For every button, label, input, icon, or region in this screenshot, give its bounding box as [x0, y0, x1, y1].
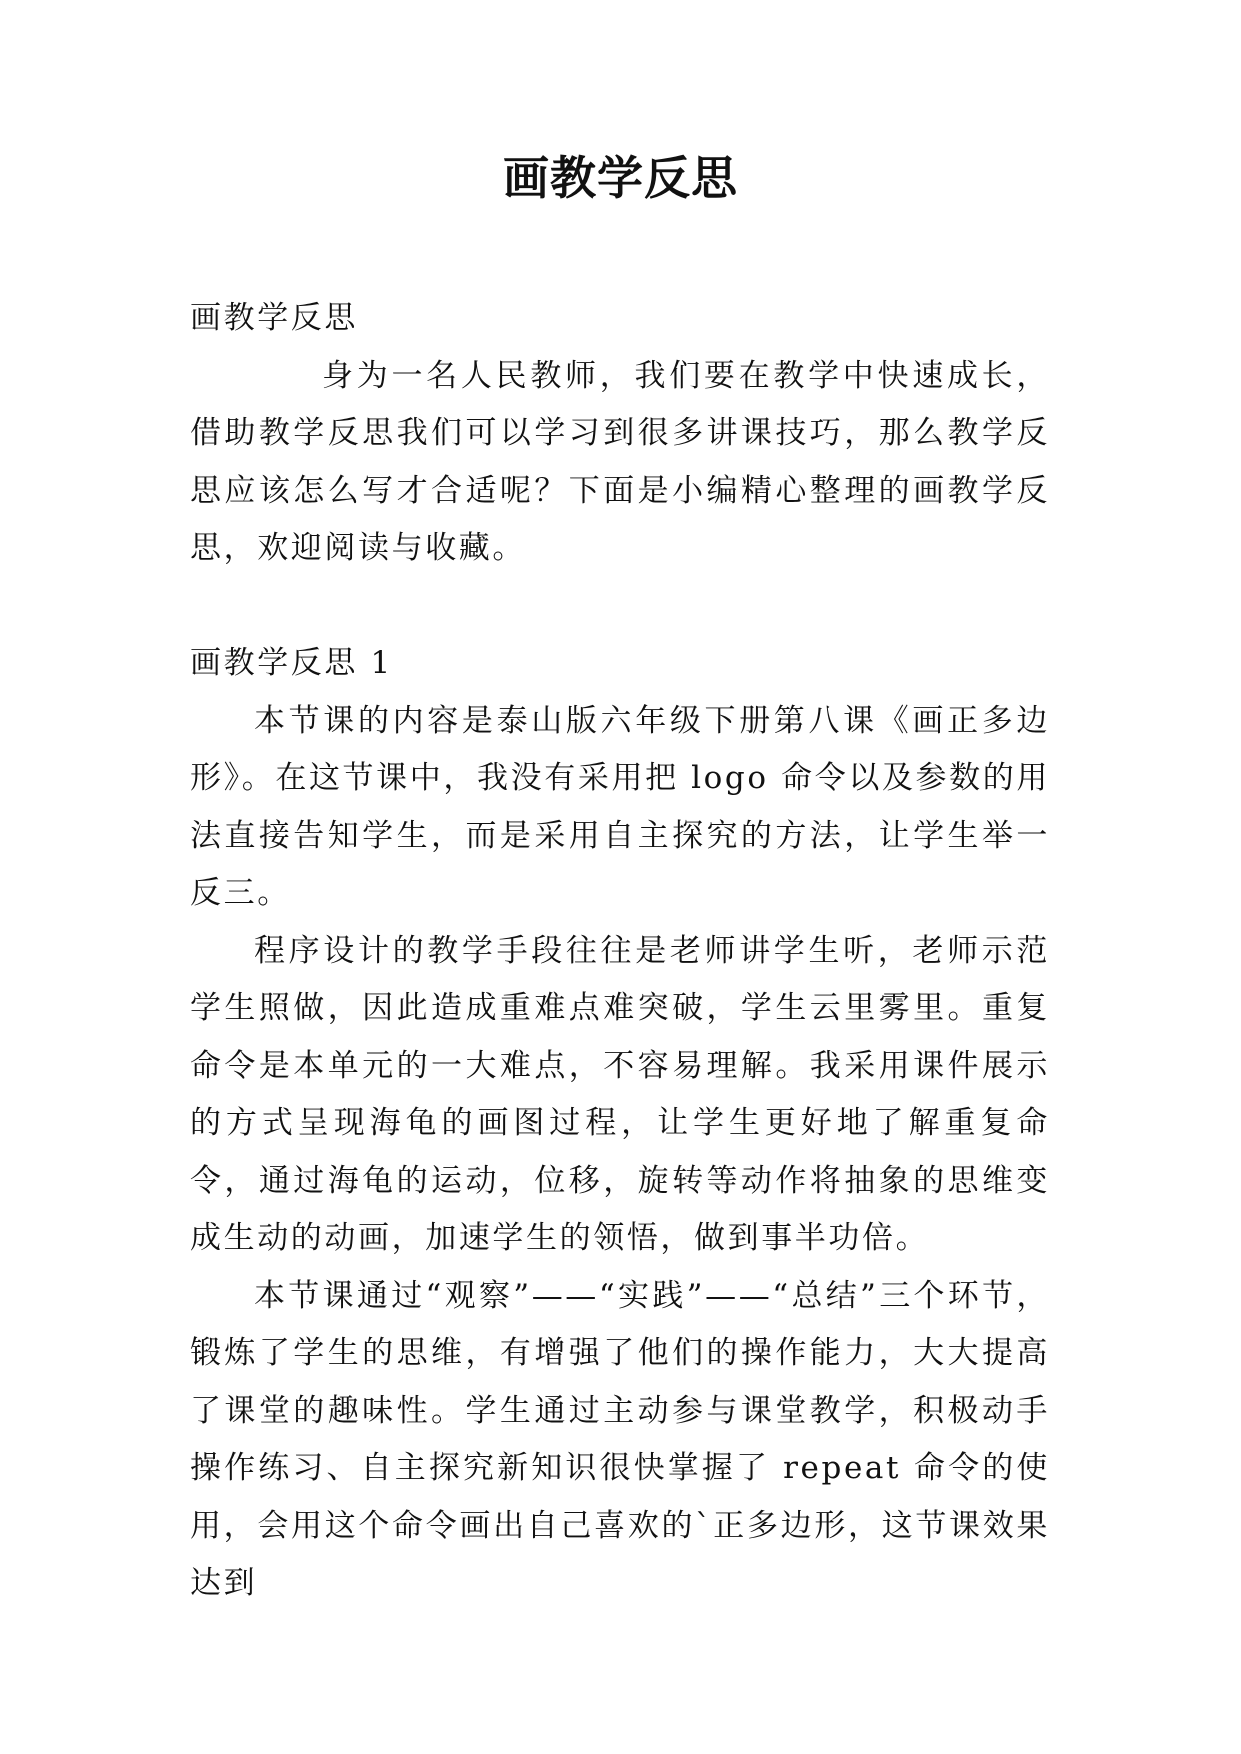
document-title: 画教学反思 [503, 151, 738, 205]
body-paragraph: 程序设计的教学手段往往是老师讲学生听，老师示范学生照做，因此造成重难点难突破，学生云里雾里。重复命令是本单元的一大难点，不容易理解。我采用课件展示的方式呈现海龟的画图过程，让学生更好地了解重复命令，通过海龟的运动，位移，旋转等动作将抽象的思维变成生动的动画，加速学生的领悟，做到事半功倍。 [190, 932, 1050, 1256]
body-paragraph: 本节课通过“观察”——“实践”——“总结”三个环节，锻炼了学生的思维，有增强了他们的操作能力，大大提高了课堂的趣味性。学生通过主动参与课堂教学，积极动手操作练习、自主探究新知识很快掌握了 repeat 命令的使用，会用这个命令画出自己喜欢的`正多边形，这节课效果达到 [190, 1277, 1050, 1601]
section-heading: 画教学反思 1 [190, 645, 393, 681]
document-subtitle: 画教学反思 [190, 300, 358, 336]
intro-paragraph: 身为一名人民教师，我们要在教学中快速成长，借助教学反思我们可以学习到很多讲课技巧，那么教学反思应该怎么写才合适呢？下面是小编精心整理的画教学反思，欢迎阅读与收藏。 [190, 357, 1050, 566]
document-body [190, 290, 1050, 1613]
body-paragraph: 本节课的内容是泰山版六年级下册第八课《画正多边形》。在这节课中，我没有采用把 logo 命令以及参数的用法直接告知学生，而是采用自主探究的方法，让学生举一反三。 [190, 702, 1050, 911]
